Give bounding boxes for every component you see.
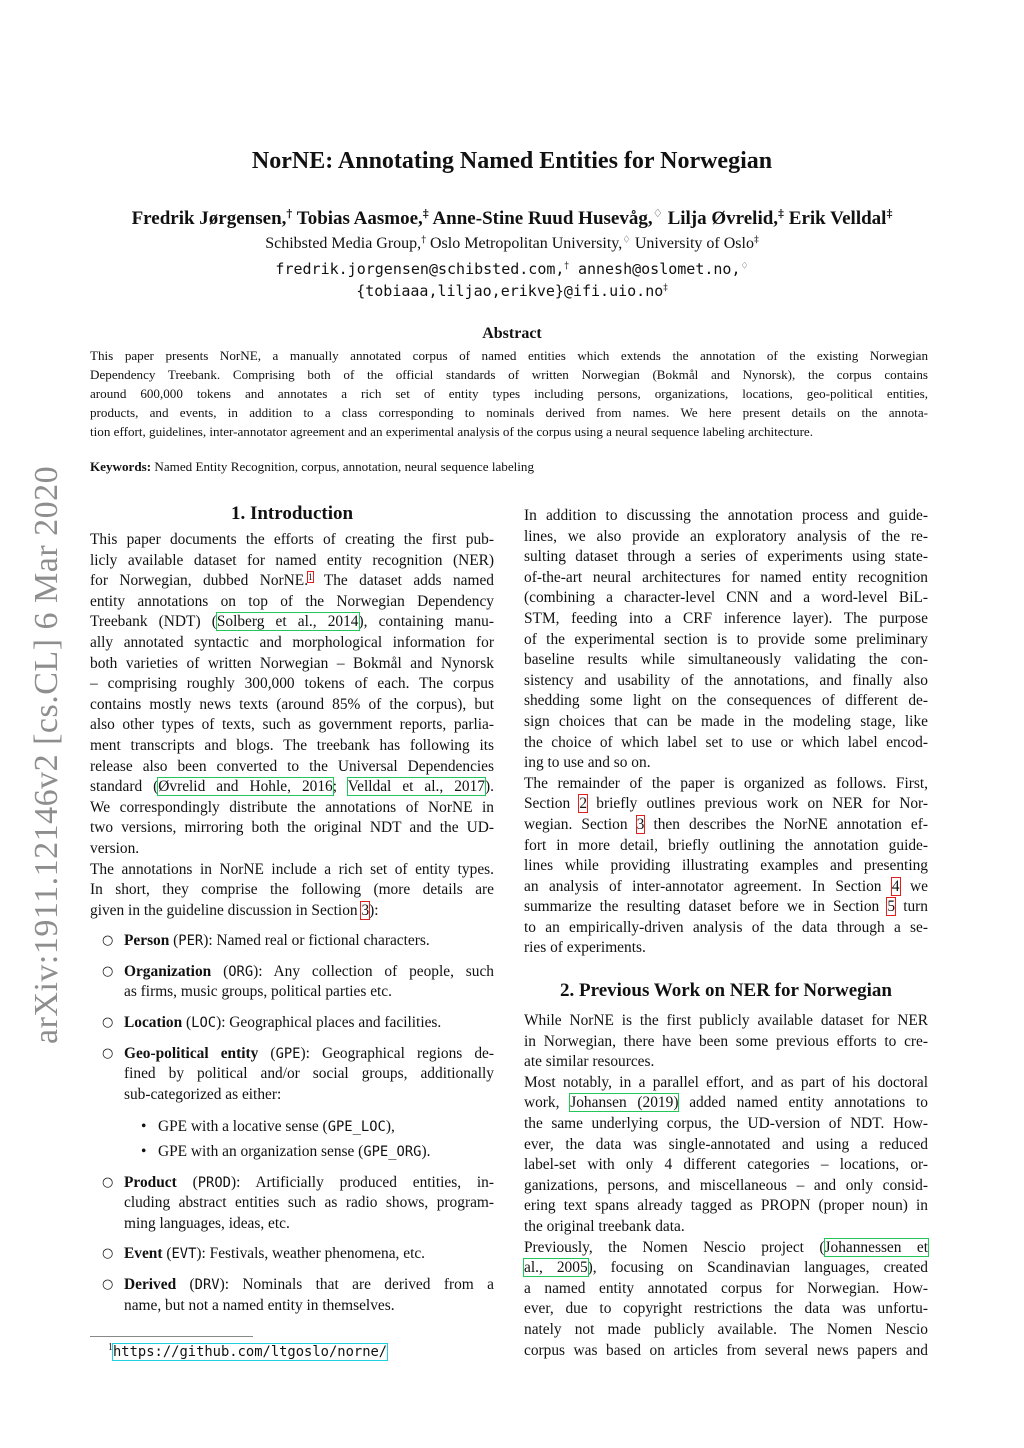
footnote: [108, 1342, 387, 1360]
text-line: [524, 1258, 928, 1279]
entity-desc: ): Festivals, weather phenomena, etc.: [196, 1245, 426, 1263]
text-line: STM, feeding into a CRF inference layer). The purpose: [524, 609, 928, 627]
entity-desc: ): Nominals that are derived from a: [219, 1276, 494, 1293]
text-line: Geo-political entity (GPE): Geographical regions de-: [124, 1044, 494, 1062]
text-fragment: ;: [332, 778, 348, 796]
text-line: lines, we also provide an exploratory analysis of the re-: [524, 527, 928, 545]
text-line: baseline results while simultaneously validating the con-: [524, 651, 928, 669]
text-line: as firms, music groups, political parties etc.: [124, 983, 392, 1001]
author-mark: ‡: [422, 206, 429, 221]
paper-title: NorNE: Annotating Named Entities for Norwegian: [251, 148, 773, 174]
abstract-line: around 600,000 tokens and annotates a rich set of entity types including persons, organizations, locations, geo-political entities,: [90, 386, 928, 401]
entity-name: Person: [124, 932, 170, 950]
keywords: [90, 459, 534, 475]
text-line: Product (PROD): Artificially produced entities, in-: [124, 1173, 494, 1191]
entity-tag: PER: [178, 933, 204, 950]
entity-tag: GPE_LOC: [327, 1119, 386, 1136]
text-line: entity annotations on top of the Norwegian Dependency: [90, 592, 494, 610]
circle-bullet-icon: ○: [102, 1015, 114, 1031]
entity-tag: ORG: [228, 963, 254, 980]
citation-link[interactable]: al., 2005: [524, 1259, 588, 1277]
author-name: Erik Velldal: [788, 208, 887, 229]
citation-link[interactable]: Johansen (2019): [570, 1094, 679, 1112]
author-mark: ‡: [778, 206, 785, 221]
text-line: ever, due to copyright restrictions the data was unfortu-: [524, 1300, 928, 1318]
text-fragment: GPE with an organization sense (: [158, 1143, 364, 1161]
author-mark: ‡: [886, 206, 893, 221]
text-fragment: wegian. Section: [524, 815, 637, 833]
text-line: [524, 1238, 928, 1259]
text-line: [90, 571, 494, 592]
text-line: [90, 777, 494, 798]
list-item-event: [90, 1244, 494, 1265]
list-item-person: [90, 931, 494, 952]
arxiv-stamp[interactable]: arXiv:1911.12146v2 [cs.CL] 6 Mar 2020: [28, 465, 65, 1044]
text-fragment: we: [899, 877, 928, 895]
text-line: [524, 815, 928, 836]
text-line: The annotations in NorNE include a rich set of entity types.: [90, 860, 494, 878]
right-paragraph-1: [524, 506, 928, 774]
text-line: ering text spans already tagged as PROPN (proper noun) in: [524, 1197, 928, 1215]
right-paragraph-4: [524, 1073, 928, 1238]
affiliation-mark: ♢: [622, 234, 631, 246]
circle-bullet-icon: ○: [102, 1174, 114, 1190]
text-line: version.: [90, 839, 140, 857]
text-line: ries of experiments.: [524, 939, 646, 957]
text-fragment: The dataset adds named: [312, 572, 494, 590]
text-line: sulting dataset through a series of experiments using state-: [524, 548, 928, 566]
section-heading-introduction: 1. Introduction: [230, 503, 354, 524]
text-line: ate similar resources.: [524, 1053, 655, 1071]
text-line: in Norwegian, there have been some previous efforts to cre-: [524, 1032, 928, 1050]
text-line: sistency and usability of the annotations, and finally also: [524, 671, 928, 689]
affiliation-mark: †: [421, 234, 426, 246]
section-ref-link[interactable]: 5: [887, 898, 896, 916]
list-item-geo-political: [90, 1044, 494, 1163]
footnote-divider: [90, 1336, 253, 1337]
text-line: contains mostly news texts (around 85% of the corpus), but: [90, 695, 494, 713]
text-line: fort in more detail, briefly outlining the annotation guide-: [524, 836, 928, 854]
text-line: cluding abstract entities such as radio shows, program-: [124, 1194, 494, 1212]
entity-tag: LOC: [191, 1015, 217, 1032]
citation-link[interactable]: Johannessen et: [824, 1238, 928, 1256]
footnote-mark: 1: [108, 1342, 113, 1353]
entity-desc: ): Geographical places and facilities.: [216, 1014, 442, 1032]
affiliations: [60, 235, 964, 253]
abstract-body: [90, 346, 928, 441]
text-line: ganizations, persons, and miscellaneous – and only consid-: [524, 1176, 928, 1194]
text-line: The remainder of the paper is organized as follows. First,: [524, 774, 928, 792]
abstract-line: This paper presents NorNE, a manually annotated corpus of named entities which extends the annotation of the existing Norwegian: [90, 348, 928, 363]
text-line: In short, they comprise the following (more details are: [90, 881, 494, 899]
text-line: – comprising roughly 300,000 tokens of each. The corpus: [90, 675, 494, 693]
text-line: licly available dataset for named entity recognition (NER): [90, 551, 494, 569]
text-line: We correspondingly distribute the annotations of NorNE in: [90, 798, 494, 816]
text-line: Location (LOC): Geographical places and facilities.: [124, 1014, 442, 1032]
keywords-label: Keywords:: [90, 459, 152, 474]
abstract-line: tion effort, guidelines, inter-annotator agreement and an experimental analysis of the corpus using a neural sequence labeling architecture.: [90, 424, 814, 439]
entity-tag: GPE: [275, 1045, 301, 1062]
text-line: a named entity annotated corpus for Norwegian. How-: [524, 1279, 928, 1297]
entity-name: Organization: [124, 962, 212, 980]
author-list: [60, 208, 964, 230]
intro-paragraph-1: [90, 530, 494, 860]
text-line: shedding some light on the consequences of different de-: [524, 692, 928, 710]
text-line: the original treebank data.: [524, 1218, 685, 1235]
author-name: Anne-Stine Ruud Husevåg,: [432, 208, 653, 229]
entity-name: Location: [124, 1014, 183, 1032]
abstract-line: products, and events, in addition to a class corresponding to nominals derived from names. We here present details on the annota-: [90, 405, 928, 420]
section-ref-link[interactable]: 4: [891, 877, 900, 895]
text-fragment: Previously, the Nomen Nescio project (: [524, 1238, 825, 1256]
text-line: both varieties of written Norwegian – Bokmål and Nynorsk: [90, 654, 494, 672]
affiliation: Oslo Metropolitan University,: [429, 235, 623, 252]
text-line: sign choices that can be made in the modeling stage, like: [524, 712, 928, 730]
sub-item-gpe-org: [124, 1142, 494, 1163]
author-name: Fredrik Jørgensen,: [131, 208, 287, 229]
text-fragment: ).: [421, 1143, 431, 1161]
right-paragraph-2: [524, 774, 928, 959]
list-item-derived: [90, 1275, 494, 1316]
entity-tag: DRV: [194, 1277, 220, 1293]
text-line: [524, 1093, 928, 1114]
text-fragment: summarize the resulting dataset before we in Section: [524, 898, 888, 916]
citation-link[interactable]: Øvrelid and Hohle, 2016: [158, 778, 333, 796]
citation-link[interactable]: Velldal et al., 2017: [347, 778, 486, 796]
text-fragment: briefly outlines previous work on NER for Nor-: [587, 795, 928, 813]
text-line: also other types of texts, such as government reports, parlia-: [90, 716, 494, 734]
text-line: This paper documents the efforts of creating the first pub-: [90, 531, 494, 548]
right-paragraph-3: [524, 1011, 928, 1073]
text-line: to an empirically-driven analysis of the data through a se-: [524, 918, 928, 936]
text-line: label-set with only 4 different categories – locations, or-: [524, 1156, 928, 1174]
text-fragment: then describes the NorNE annotation ef-: [644, 815, 928, 833]
text-line: Most notably, in a parallel effort, and as part of his doctoral: [524, 1073, 928, 1091]
footnote-url-link[interactable]: https://github.com/ltgoslo/norne/: [113, 1344, 388, 1360]
entity-name: Event: [124, 1245, 163, 1263]
text-line: fined by political and/or social groups, additionally: [124, 1065, 494, 1083]
text-line: [90, 901, 494, 922]
text-fragment: for Norwegian, dubbed NorNE.: [90, 572, 309, 590]
list-item-location: [90, 1013, 494, 1034]
right-paragraph-5: [524, 1238, 928, 1362]
text-line: Derived (DRV): Nominals that are derived from a: [124, 1276, 494, 1293]
text-fragment: Treebank (NDT) (: [90, 613, 217, 631]
circle-bullet-icon: ○: [102, 1277, 114, 1292]
email-mark: †: [564, 261, 569, 272]
list-item-organization: [90, 962, 494, 1003]
entity-name: Geo-political entity: [124, 1044, 259, 1062]
text-line: the same underlying corpus, the UD-version of NDT. How-: [524, 1115, 928, 1133]
text-fragment: an analysis of inter-annotator agreement. In Section: [524, 877, 892, 895]
entity-desc: ): Named real or fictional characters.: [203, 932, 430, 950]
text-fragment: given in the guideline discussion in Section: [90, 901, 362, 919]
text-line: corpus was based on articles from several news papers and: [524, 1341, 928, 1359]
text-line: two versions, mirroring both the original NDT and the UD-: [90, 819, 494, 837]
entity-type-list: [90, 931, 494, 1316]
text-line: ally annotated syntactic and morphological information for: [90, 633, 494, 651]
text-fragment: work,: [524, 1094, 571, 1112]
circle-bullet-icon: ○: [102, 963, 114, 979]
section-ref-link[interactable]: 3: [361, 901, 370, 919]
text-line: [524, 877, 928, 898]
section-heading-previous-work: 2. Previous Work on NER for Norwegian: [560, 980, 892, 1002]
text-line: Organization (ORG): Any collection of people, such: [124, 962, 494, 980]
text-line: ever, the data was single-annotated and using a reduced: [524, 1135, 928, 1153]
text-line: [524, 897, 928, 918]
text-line: While NorNE is the first publicly available dataset for NER: [524, 1012, 928, 1030]
email: fredrik.jorgensen@schibsted.com,: [275, 260, 565, 278]
text-fragment: ), containing manu-: [358, 613, 495, 631]
circle-bullet-icon: ○: [102, 933, 114, 949]
text-line: nately not made publicly available. The Nomen Nescio: [524, 1320, 928, 1338]
abstract-heading: Abstract: [482, 325, 542, 342]
text-fragment: GPE with a locative sense (: [158, 1118, 328, 1136]
keywords-text: Named Entity Recognition, corpus, annotation, neural sequence labeling: [154, 459, 535, 474]
text-line: Person (PER): Named real or fictional characters.: [124, 932, 430, 950]
text-line: [524, 794, 928, 815]
text-line: of-the-art neural architectures for named entity recognition: [524, 568, 928, 586]
circle-bullet-icon: ○: [102, 1045, 114, 1061]
footnote-ref-link[interactable]: 1: [308, 571, 313, 582]
entity-name: Product: [124, 1173, 177, 1191]
email-block: [60, 258, 964, 302]
text-line: ment transcripts and blogs. The treebank has following its: [90, 736, 494, 754]
text-fragment: turn: [895, 898, 928, 916]
text-fragment: ).: [485, 778, 494, 796]
author-mark: ♢: [652, 206, 663, 221]
text-line: lines while providing illustrating examples and presenting: [524, 857, 928, 875]
list-item-product: [90, 1173, 494, 1235]
text-line: ing to use and so on.: [524, 754, 651, 772]
citation-link[interactable]: Solberg et al., 2014: [216, 613, 359, 631]
author-name: Tobias Aasmoe,: [296, 208, 423, 229]
bullet-dot-icon: •: [141, 1143, 147, 1161]
text-line: sub-categorized as either:: [124, 1085, 282, 1103]
entity-desc: ): Any collection of people, such: [253, 962, 494, 980]
gpe-subtype-list: [124, 1117, 494, 1162]
entity-tag: PROD: [197, 1174, 231, 1191]
entity-name: Derived: [124, 1276, 177, 1293]
email-mark: ‡: [663, 283, 668, 294]
email: annesh@oslomet.no,: [577, 260, 741, 278]
text-line: of the experimental section is to provide some preliminary: [524, 630, 928, 648]
author-name: Lilja Øvrelid,: [667, 208, 779, 229]
email: {tobiaaa,liljao,erikve}@ifi.uio.no: [356, 282, 664, 300]
entity-desc: ): Geographical regions de-: [300, 1044, 494, 1062]
text-line: the choice of which label set to use or which label encod-: [524, 733, 928, 751]
bullet-dot-icon: •: [141, 1118, 147, 1136]
text-fragment: standard (: [90, 778, 159, 796]
text-line: ming languages, ideas, etc.: [124, 1214, 290, 1232]
email-mark: ♢: [740, 261, 749, 272]
text-line: name, but not a named entity in themselves.: [124, 1296, 395, 1314]
entity-tag: GPE_ORG: [363, 1144, 422, 1161]
text-fragment: Section: [524, 795, 580, 813]
abstract-line: Dependency Treebank. Comprising both of the official standards of written Norwegian (Bokmål and Nynorsk), the corpus contains: [90, 367, 928, 382]
text-fragment: added named entity annotations to: [678, 1094, 928, 1112]
text-line: (combining a character-level CNN and a word-level BiL-: [524, 589, 928, 607]
text-line: In addition to discussing the annotation process and guide-: [524, 507, 928, 524]
text-line: [90, 612, 494, 633]
affiliation: Schibsted Media Group,: [265, 235, 422, 252]
entity-desc: ): Artificially produced entities, in-: [230, 1173, 494, 1191]
affiliation-mark: ‡: [753, 234, 759, 246]
text-fragment: ):: [369, 901, 379, 919]
intro-paragraph-2: [90, 860, 494, 922]
section-ref-link[interactable]: 3: [636, 815, 645, 833]
right-column: [524, 506, 928, 1361]
circle-bullet-icon: ○: [102, 1246, 114, 1262]
left-column: [90, 500, 494, 1326]
entity-tag: EVT: [171, 1246, 197, 1263]
text-fragment: ),: [385, 1118, 395, 1136]
text-line: Event (EVT): Festivals, weather phenomena, etc.: [124, 1245, 426, 1263]
text-fragment: ), focusing on Scandinavian languages, created: [587, 1259, 928, 1277]
affiliation: University of Oslo: [634, 235, 754, 252]
section-ref-link[interactable]: 2: [579, 795, 588, 813]
text-line: release also been converted to the Universal Dependencies: [90, 757, 494, 775]
sub-item-gpe-loc: [124, 1117, 494, 1138]
author-mark: †: [286, 206, 293, 221]
